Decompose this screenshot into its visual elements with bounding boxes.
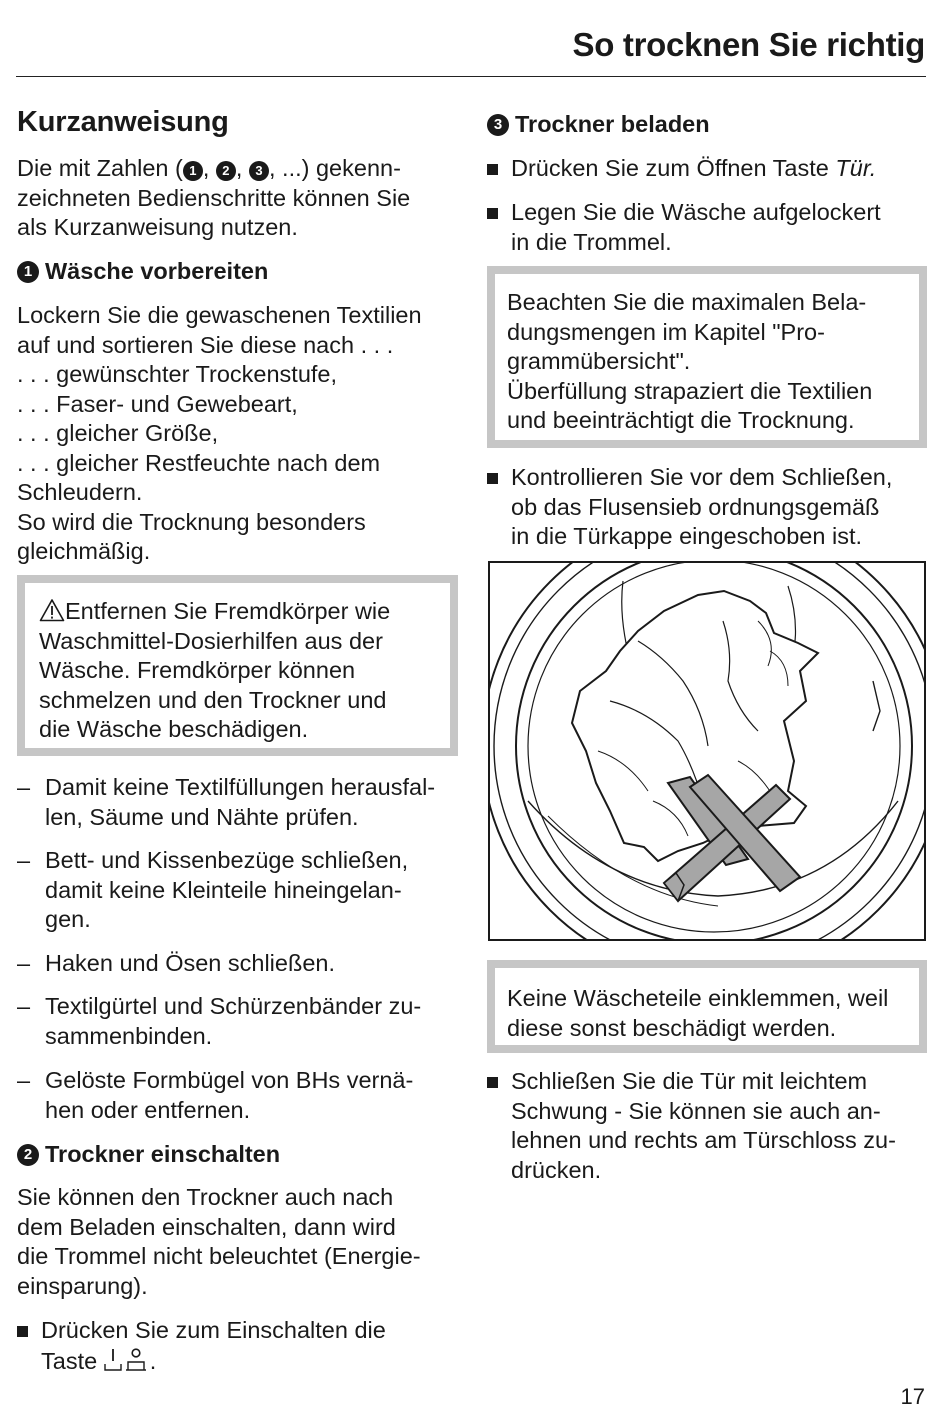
step-number-icon: 3	[487, 114, 509, 136]
step1-line: Schleudern.	[17, 479, 143, 505]
step1-line: auf und sortieren Sie diese nach . . .	[17, 331, 394, 358]
bullet	[487, 463, 511, 552]
list-item: Kontrollieren Sie vor dem Schließen, ob das Flusensieb ordnungsgemäß in die Türkappe eingeschoben ist.	[487, 463, 892, 552]
step3-title: Trockner beladen	[515, 111, 710, 137]
step1-line: . . . gleicher Größe,	[17, 420, 219, 446]
step-number-icon: 1	[183, 161, 203, 181]
warning-line: Waschmittel-Dosierhilfen aus der	[39, 627, 383, 654]
page-title: So trocknen Sie richtig	[572, 26, 925, 63]
on-off-key-icon	[104, 1346, 150, 1372]
step1-text	[17, 301, 422, 567]
step1-line: So wird die Trocknung besonders	[17, 508, 366, 535]
warning-line: die Wäsche beschädigen.	[39, 716, 309, 742]
step1-heading	[17, 258, 268, 285]
step2-title: Trockner einschalten	[45, 1141, 281, 1167]
list-item: – Damit keine Textilfüllungen herausfal- len, Säume und Nähte prüfen.	[17, 774, 436, 830]
page-number: 17	[900, 1384, 925, 1409]
step1-line: Lockern Sie die gewaschenen Textilien	[17, 302, 422, 328]
list-item: – Bett- und Kissenbezüge schließen, damit keine Kleinteile hineingelan- gen.	[17, 847, 409, 932]
section-title: Kurzanweisung	[17, 106, 229, 138]
list-item: Legen Sie die Wäsche aufgelockert in die Trommel.	[487, 198, 881, 257]
bullet	[487, 1067, 511, 1185]
intro-line-2: zeichneten Bedienschritte können Sie	[17, 184, 411, 211]
drum-illustration	[488, 561, 926, 941]
step3-heading	[487, 111, 710, 138]
list-item: – Textilgürtel und Schürzenbänder zu- sammenbinden.	[17, 993, 422, 1049]
note-box-loading: Beachten Sie die maximalen Bela- dungsmengen im Kapitel "Pro- grammübersicht". Überfüllung strapaziert die Textilien und beeinträchtigt die Trocknung.	[487, 266, 927, 448]
list-item: Drücken Sie zum Einschalten die Taste .	[17, 1316, 386, 1376]
bullet	[487, 154, 511, 184]
intro-line-1: Die mit Zahlen ( 1 , 2 , 3 , ...) gekenn-	[17, 155, 401, 181]
step-number-icon: 2	[17, 1144, 39, 1166]
step1-line: . . . Faser- und Gewebeart,	[17, 390, 298, 417]
list-item: – Gelöste Formbügel von BHs vernä- hen oder entfernen.	[17, 1067, 414, 1123]
bullet	[17, 1316, 41, 1376]
warning-line: Entfernen Sie Fremdkörper wie	[39, 597, 450, 627]
step2-heading	[17, 1141, 280, 1168]
step-number-icon: 3	[249, 161, 269, 181]
bullet	[487, 198, 511, 257]
note-box-clamping: Keine Wäscheteile einklemmen, weil diese sonst beschädigt werden.	[487, 960, 927, 1053]
list-item: Drücken Sie zum Öffnen Taste Tür.	[487, 154, 876, 184]
list-item: Schließen Sie die Tür mit leichtem Schwung - Sie können sie auch an- lehnen und rechts am Türschloss zu- drücken.	[487, 1067, 896, 1185]
warning-triangle-icon	[39, 598, 65, 622]
warning-box	[17, 575, 458, 756]
title-divider	[16, 76, 926, 77]
step1-title: Wäsche vorbereiten	[45, 258, 269, 284]
list-item: – Haken und Ösen schließen.	[17, 950, 335, 976]
step1-line: gleichmäßig.	[17, 538, 151, 564]
warning-line: Wäsche. Fremdkörper können	[39, 657, 356, 683]
warning-line: schmelzen und den Trockner und	[39, 686, 387, 713]
step-number-icon: 2	[216, 161, 236, 181]
step-number-icon: 1	[17, 261, 39, 283]
intro-line-3: als Kurzanweisung nutzen.	[17, 214, 298, 240]
intro-text	[17, 154, 410, 243]
step1-line: . . . gleicher Restfeuchte nach dem	[17, 449, 381, 476]
step1-line: . . . gewünschter Trockenstufe,	[17, 361, 338, 387]
step2-text: Sie können den Trockner auch nach dem Beladen einschalten, dann wird die Trommel nicht beleuchtet (Energie- einsparung).	[17, 1184, 421, 1299]
